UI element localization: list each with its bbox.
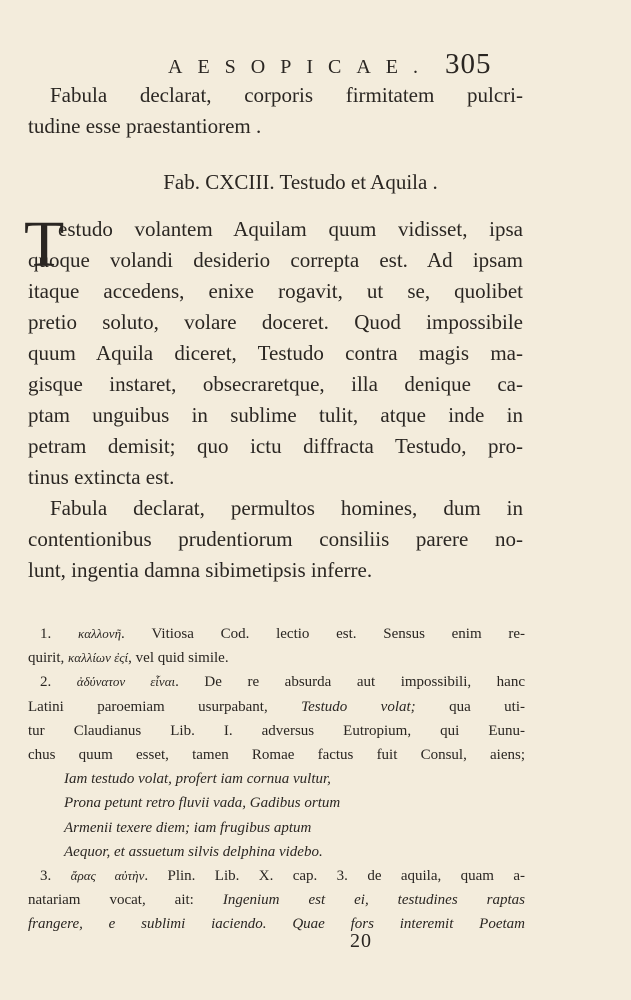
running-head: AESOPICAE.: [168, 56, 434, 78]
footnote-line: chus quum esset, tamen Romae factus fuit Consul, aiens;: [28, 746, 525, 763]
body-line: pretio soluto, volare doceret. Quod impossibile: [28, 310, 523, 334]
signature-mark: 20: [350, 930, 372, 952]
greek-word: ἄρας αὐτὴν: [70, 867, 145, 883]
note-text: . Vitiosa Cod. lectio est. Sensus enim re-: [121, 626, 525, 642]
body-line: tinus extincta est.: [28, 465, 175, 489]
note-text: quirit,: [28, 650, 65, 667]
verse-line: Prona petunt retro fluvii vada, Gadibus ortum: [64, 795, 341, 812]
note-text: qua uti-: [449, 698, 526, 715]
note-italic: Ingenium est ei, testudines raptas: [222, 892, 525, 909]
note-text: Latini paroemiam usurpabant,: [28, 698, 268, 715]
body-line: quum Aquila diceret, Testudo contra magis ma-: [28, 341, 523, 365]
body-line: quoque volandi desiderio correpta est. Ad ipsam: [28, 248, 523, 272]
greek-word: ἀδύνατον εἶναι: [76, 674, 176, 690]
note-number: 1.: [40, 626, 52, 642]
footnote-line: [28, 622, 525, 646]
footnote-line: [28, 888, 525, 912]
page-header: [0, 48, 631, 84]
note-italic: Testudo volat;: [301, 698, 416, 715]
greek-word: καλλονῆ: [77, 626, 122, 641]
footnote-line: frangere, e sublimi iaciendo. Quae fors interemit Poetam: [28, 916, 525, 933]
body-line: gisque instaret, obsecraretque, illa denique ca-: [28, 372, 523, 396]
note-text: . Plin. Lib. X. cap. 3. de aquila, quam a-: [144, 867, 526, 884]
verse-line: Armenii texere diem; iam frugibus aptum: [64, 819, 312, 836]
footnote-line: [28, 670, 525, 694]
body-line: estudo volantem Aquilam quum vidisset, ipsa: [58, 217, 523, 241]
note-text: . De re absurda aut impossibili, hanc: [175, 674, 525, 691]
verse-line: Aequor, et assuetum silvis delphina videbo.: [64, 843, 323, 860]
drop-cap: T: [24, 208, 65, 281]
footnotes: [28, 622, 525, 936]
verse-line: Iam testudo volat, profert iam cornua vultur,: [64, 771, 331, 788]
note-number: 2.: [40, 674, 52, 691]
body-line: ptam unguibus in sublime tulit, atque inde in: [28, 403, 523, 427]
body-line: itaque accedens, enixe rogavit, ut se, quolibet: [28, 279, 523, 303]
body-line: petram demisit; quo ictu diffracta Testudo, pro-: [28, 434, 523, 458]
note-text: , vel quid simile.: [128, 650, 229, 667]
note-text: natariam vocat, ait:: [28, 892, 194, 909]
greek-word: καλλίων ἐςί: [68, 650, 129, 666]
page-number: 305: [445, 48, 492, 80]
moral-line: Fabula declarat, permultos homines, dum in: [50, 496, 523, 520]
footnote-line: [28, 646, 525, 670]
fable-title: Fab. CXCIII. Testudo et Aquila .: [163, 170, 438, 194]
footnote-line: [28, 695, 525, 719]
footnote-line: [28, 864, 525, 888]
fable-body: [24, 208, 523, 493]
moral-line: tudine esse praestantiorem .: [28, 114, 262, 138]
note-number: 3.: [40, 867, 52, 884]
moral-line: lunt, ingentia damna sibimetipsis inferre.: [28, 558, 373, 582]
footnote-line: tur Claudianus Lib. I. adversus Eutropium, qui Eunu-: [28, 722, 525, 739]
main-text: [24, 80, 523, 586]
moral-line: contentionibus prudentiorum consiliis parere no-: [28, 527, 523, 551]
moral-line: Fabula declarat, corporis firmitatem pulcri-: [50, 83, 523, 107]
